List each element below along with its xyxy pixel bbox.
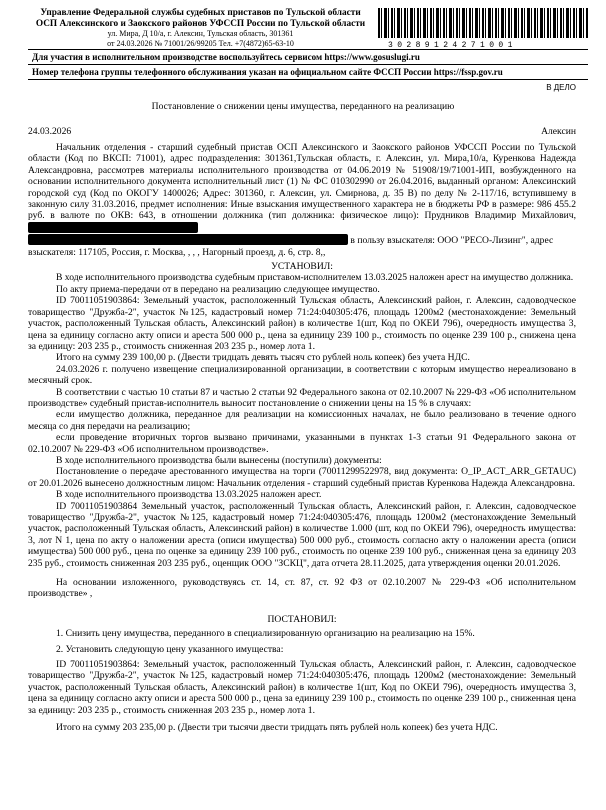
gosuslugi-notice: Для участия в исполнительном производстве воспользуйтесь сервисом https://www.gosuslugi.ru — [32, 52, 420, 62]
intro-paragraph: Начальник отделения - старший судебный пристав ОСП Алексинского и Заокского районов УФССП России по Тульской области (Код по ВКСП: 71001), адрес подразделения: 301361,Тульская область, г. Алексин, ул. Мира,10/а, Куренкова Надежда Александровна, рассмотрев материалы исполнительного производства от 04.06.2019 № 51908/19/71001-ИП, возбужденного на основании исполнительного документа исполнительный лист (1) № ФС 010302990 от 26.04.2016, выданный органом: Алексинский городской суд (Код по ОКОГУ 1400026; Адрес: 301360, г. Алексин, ул. Смирнова, д. 35 В) по делу № 2-117/16, вступившему в законную силу 31.03.2016, предмет исполнения: Иные взыскания имущественного характера не в бюджеты РФ в размере: 986 455.2 руб. в валюте по ОКВ: 643, в отношении должника (тип должника: физическое лицо): Прудников Владимир Михайлович, — [28, 142, 576, 234]
document-date: 24.03.2026 — [28, 126, 72, 137]
paragraph-law: В соответствии с частью 10 статьи 87 и частью 2 статьи 92 Федерального закона от 02.10.2007 № 229-ФЗ «Об исполнительном производстве» судебный пристав-исполнитель выносит постановление о снижении цены на 15 % в случаях: — [28, 386, 576, 409]
paragraph-case-2: если проведение вторичных торгов вызвано причинами, указанными в пунктах 1-3 статьи 91 Федерального закона от 02.10.2007 № 229-ФЗ «Об исполнительном производстве». — [28, 432, 576, 455]
paragraph-property-details: ID 70011051903864 Земельный участок, расположенный Тульская область, Алексинский район, г. Алексин, садоводческое товарищество "Дружба-2", участок №125, кадастровый номер 71:24:040305:476, площадь 1200м2 (местонахождение Земельный участок, расположенный Тульская область, Алексинский район) в количестве 1.000 (шт, код по ОКЕИ 796), очередность имущества: 3, лот N 1, цена по акту о наложении ареста (описи имущества) 500 000 руб., стоимость согласно акту о наложении ареста (описи имущества) 500 000 руб., цена по оценке за единицу 239 100 руб., стоимость по оценке 239 100 руб., сниженная цена за единицу 203 235 руб., стоимость сниженная 203 235 руб., оценщик ООО "ЗСКЦ", дата отчета 28.11.2025, дата утверждения оценки 20.01.2026. — [28, 500, 576, 569]
paragraph-arrest: В ходе исполнительного производства судебным приставом-исполнителем 13.03.2025 наложен арест на имущество должника. — [56, 272, 574, 284]
v-delo-mark: В ДЕЛО — [546, 83, 576, 92]
resolution-item-2: 2. Установить следующую цену указанного имущества: — [56, 643, 284, 655]
paragraph-notice: 24.03.2026 г. получено извещение специализированной организации, в соответствии с которым имущество нереализовано в месячный срок. — [28, 363, 576, 387]
recipient-address: взыскателя: 117105, Россия, г. Москва, , , , Нагорный проезд, д. 6, стр. 8,, — [28, 246, 326, 258]
org-address: ул. Мира, Д 10/а, г. Алексин, Тульская область, 301361 — [107, 29, 294, 39]
document-body — [28, 142, 576, 734]
paragraph-property-item: ID 70011051903864: Земельный участок, расположенный Тульская область, Алексинский район, г. Алексин, садоводческое товарищество "Дружба-2", участок №125, кадастровый номер 71:24:040305:476, площадь 1200м2 (местонахождение: Земельный участок, расположенный Тульская область, Алексинский район) в количестве 1(шт, Код по ОКЕИ 796), очередность имущества 3, цена за единицу согласно акту описи и ареста 500 000 р., цена за единицу 239 100 р., стоимость по оценке 239 100 р., снижена цена за единицу: 203 235 р., стоимость сниженная 203 235 р., номер лота 1. — [28, 295, 576, 352]
document-header — [28, 8, 373, 48]
paragraph-documents: В ходе исполнительного производства были вынесены (поступили) документы: — [56, 454, 382, 466]
phone-notice: Номер телефона группы телефонного обслуживания указан на официальном сайте ФССП России https://fssp.gov.ru — [32, 67, 503, 77]
header-divider-bottom — [28, 79, 588, 80]
resolution-property-item: ID 70011051903864: Земельный участок, расположенный Тульская область, Алексинский район, г. Алексин, садоводческое товарищество "Дружба-2", участок №125, кадастровый номер 71:24:040305:476, площадь 1200м2 (местонахождение: Земельный участок, расположенный Тульская область, Алексинский район) в количестве 1(шт, Код по ОКЕИ 796), очередность имущества 3, цена за единицу согласно акту описи и ареста 500 000 р., цена за единицу 239 100 р., стоимость по оценке 239 100 р., сниженная цена за единицу: 203 235 р., стоимость сниженная 203 235 р., номер лота 1. — [28, 659, 576, 716]
document-title: Постановление о снижении цены имущества, переданного на реализацию — [151, 101, 455, 112]
paragraph-transfer: По акту приема-передачи от в передано на реализацию следующее имущество. — [56, 283, 380, 295]
resolution-total: Итого на сумму 203 235,00 р. (Двести три тысячи двести тридцать пять рублей ноль копеек) без учета НДС. — [56, 722, 498, 734]
paragraph-grounds: На основании изложенного, руководствуясь ст. 14, ст. 87, ст. 92 ФЗ от 02.10.2007 № 229-ФЗ «Об исполнительном производстве» , — [28, 577, 576, 600]
paragraph-total: Итого на сумму 239 100,00 р. (Двести тридцать девять тысяч сто рублей ноль копеек) без учета НДС. — [56, 352, 470, 364]
paragraph-arrest-2: В ходе исполнительного производства 13.03.2025 наложен арест. — [56, 489, 322, 501]
org-name-line1: Управление Федеральной службы судебных приставов по Тульской области — [40, 8, 361, 18]
resolved-heading: ПОСТАНОВИЛ: — [267, 613, 337, 625]
barcode-image — [378, 8, 588, 38]
header-divider-top — [28, 49, 588, 50]
paragraph-case-1: если имущество должника, переданное для реализации на комиссионных началах, не было реализовано в течение одного месяца со дня передачи на реализацию; — [28, 409, 576, 432]
recipient-line: в пользу взыскателя: ООО "РЕСО-Лизинг", адрес — [28, 234, 576, 246]
redacted-block — [28, 234, 348, 245]
redacted-block — [28, 222, 198, 233]
paragraph-auction-decision: Постановление о передаче арестованного имущества на торги (70011299522978, вид документа: O_IP_ACT_ARR_GETAUC) от 20.01.2026 вынесено должностным лицом: Начальник отделения - старший судебный пристав Куренкова Надежда Александровна. — [28, 466, 576, 489]
org-name-line2: ОСП Алексинского и Заокского районов УФССП России по Тульской области — [35, 18, 366, 29]
resolution-item-1: 1. Снизить цену имущества, переданного в специализированную организацию на реализацию на 15%. — [56, 628, 475, 640]
barcode-number: 30289124271001 — [388, 41, 517, 50]
document-reference: от 24.03.2026 № 71001/26/99205 Тел. +7(4872)65-63-10 — [107, 38, 294, 48]
established-heading: УСТАНОВИЛ: — [271, 261, 333, 273]
header-divider-middle — [28, 64, 588, 65]
document-city: Алексин — [541, 126, 576, 137]
